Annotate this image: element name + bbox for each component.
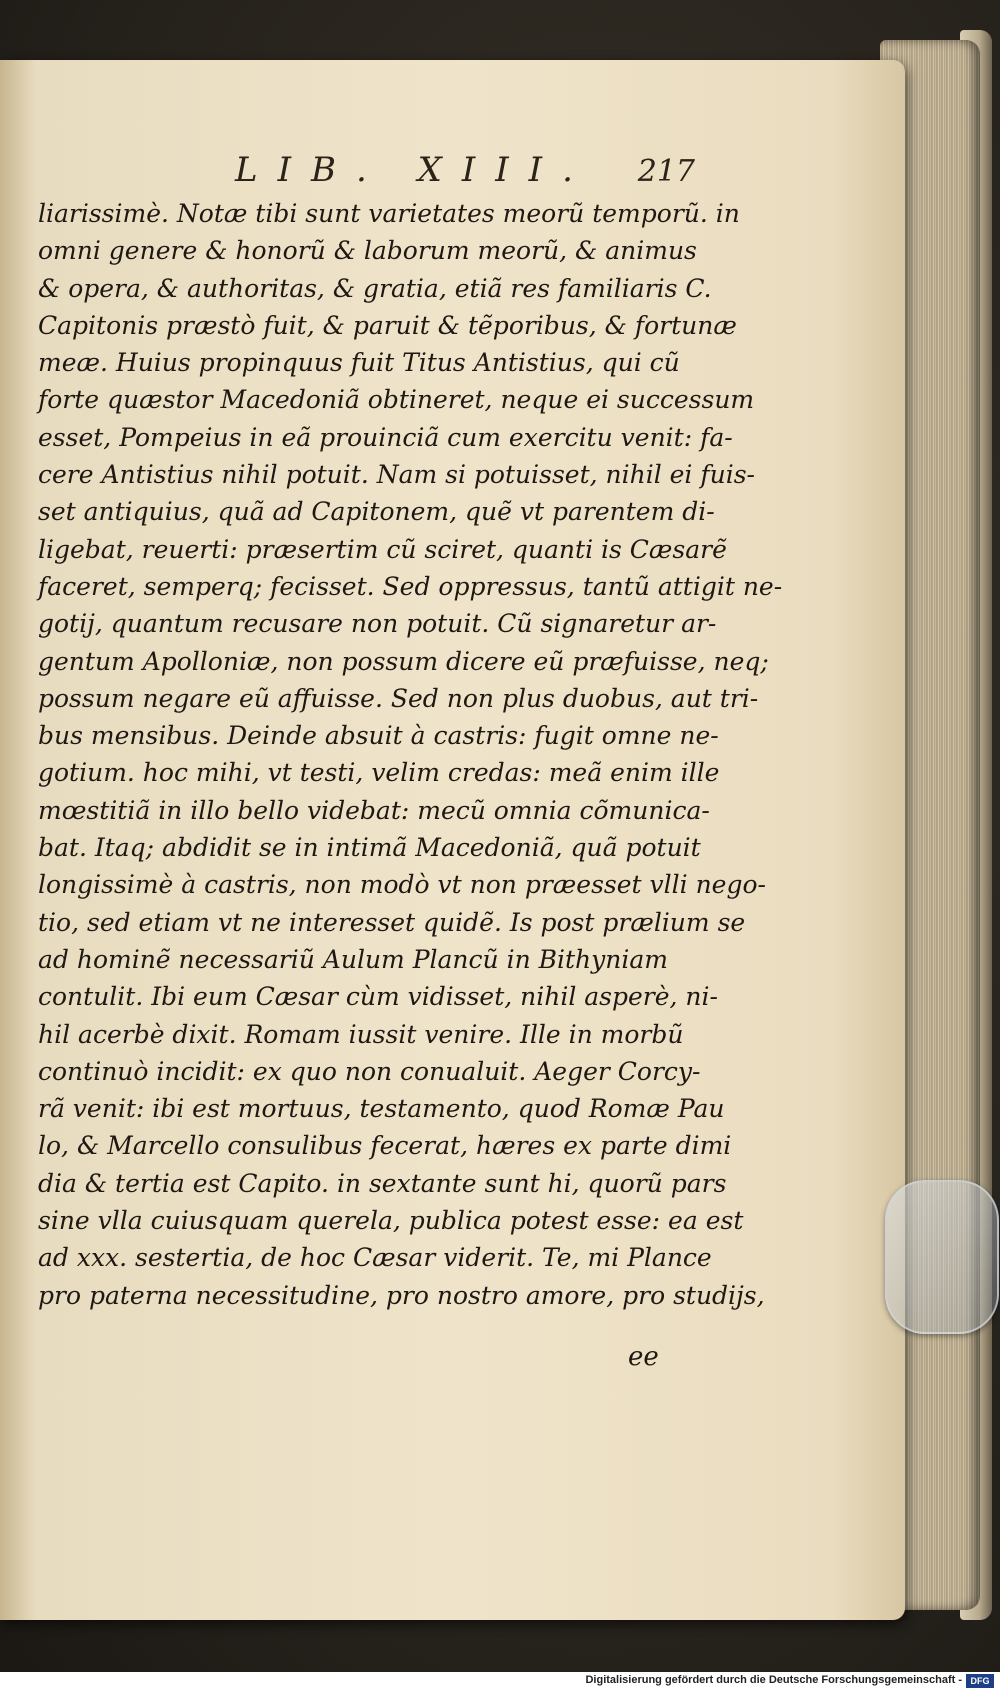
text-line: pro paterna necessitudine, pro nostro amore, pro studijs, <box>38 1280 765 1310</box>
text-line: meæ. Huius propinquus fuit Titus Antistius, qui cũ <box>38 348 680 378</box>
text-line: gotium. hoc mihi, vt testi, velim credas: meã enim ille <box>38 758 720 788</box>
text-line: omni genere & honorũ & laborum meorũ, & animus <box>38 236 697 266</box>
text-line: continuò incidit: ex quo non conualuit. Aeger Corcy- <box>38 1056 701 1086</box>
text-line: gotij, quantum recusare non potuit. Cũ signaretur ar- <box>38 609 717 639</box>
text-line: mœstitiã in illo bello videbat: mecũ omnia cõmunica- <box>38 795 710 825</box>
digitization-credit: Digitalisierung gefördert durch die Deutsche Forschungsgemeinschaft - <box>585 1674 962 1686</box>
text-line: bat. Itaq; abdidit se in intimã Macedoniã, quã potuit <box>38 833 701 863</box>
text-line: set antiquius, quã ad Capitonem, quẽ vt parentem di- <box>38 497 715 527</box>
text-line: sine vlla cuiusquam querela, publica potest esse: ea est <box>38 1206 744 1236</box>
text-line: contulit. Ibi eum Cæsar cùm vidisset, nihil asperè, ni- <box>38 982 718 1012</box>
page-number: 217 <box>637 154 695 189</box>
text-line: possum negare eũ affuisse. Sed non plus duobus, aut tri- <box>38 683 759 713</box>
page-header <box>235 150 695 200</box>
text-line: faceret, semperq; fecisset. Sed oppressus, tantũ attigit ne- <box>38 571 783 601</box>
text-line: & opera, & authoritas, & gratia, etiã res familiaris C. <box>38 273 712 303</box>
text-line: rã venit: ibi est mortuus, testamento, quod Romæ Pau <box>38 1094 725 1124</box>
text-line: dia & tertia est Capito. in sextante sunt hi, quorũ pars <box>38 1168 727 1198</box>
text-line: tio, sed etiam vt ne interesset quidẽ. Is post prælium se <box>38 907 746 937</box>
dfg-logo: DFG <box>966 1674 994 1688</box>
text-line: Capitonis præstò fuit, & paruit & tẽporibus, & fortunæ <box>38 310 737 340</box>
text-line: liarissimè. Notæ tibi sunt varietates meorũ temporũ. in <box>38 199 740 228</box>
text-line: forte quæstor Macedoniã obtineret, neque ei successum <box>38 385 755 415</box>
page-clip <box>885 1180 999 1334</box>
text-line: gentum Apolloniæ, non possum dicere eũ præfuisse, neq; <box>38 646 769 676</box>
running-title: LIB. XIII. <box>235 150 593 190</box>
text-line: cere Antistius nihil potuit. Nam si potuisset, nihil ei fuis- <box>38 460 756 490</box>
text-line: esset, Pompeius in eã prouinciã cum exercitu venit: fa- <box>38 422 733 452</box>
text-line: bus mensibus. Deinde absuit à castris: fugit omne ne- <box>38 721 719 751</box>
text-line: ligebat, reuerti: præsertim cũ sciret, quanti is Cæsarẽ <box>38 534 727 564</box>
catchword: ee <box>628 1342 659 1372</box>
body-text <box>38 195 783 1314</box>
text-line: ad hominẽ necessariũ Aulum Plancũ in Bithyniam <box>38 944 668 974</box>
text-line: lo, & Marcello consulibus fecerat, hæres ex parte dimi <box>38 1131 732 1161</box>
text-line: ad xxx. sestertia, de hoc Cæsar viderit. Te, mi Plance <box>38 1243 712 1273</box>
text-line: hil acerbè dixit. Romam iussit venire. Ille in morbũ <box>38 1019 684 1049</box>
text-line: longissimè à castris, non modò vt non præesset vlli nego- <box>38 870 766 900</box>
